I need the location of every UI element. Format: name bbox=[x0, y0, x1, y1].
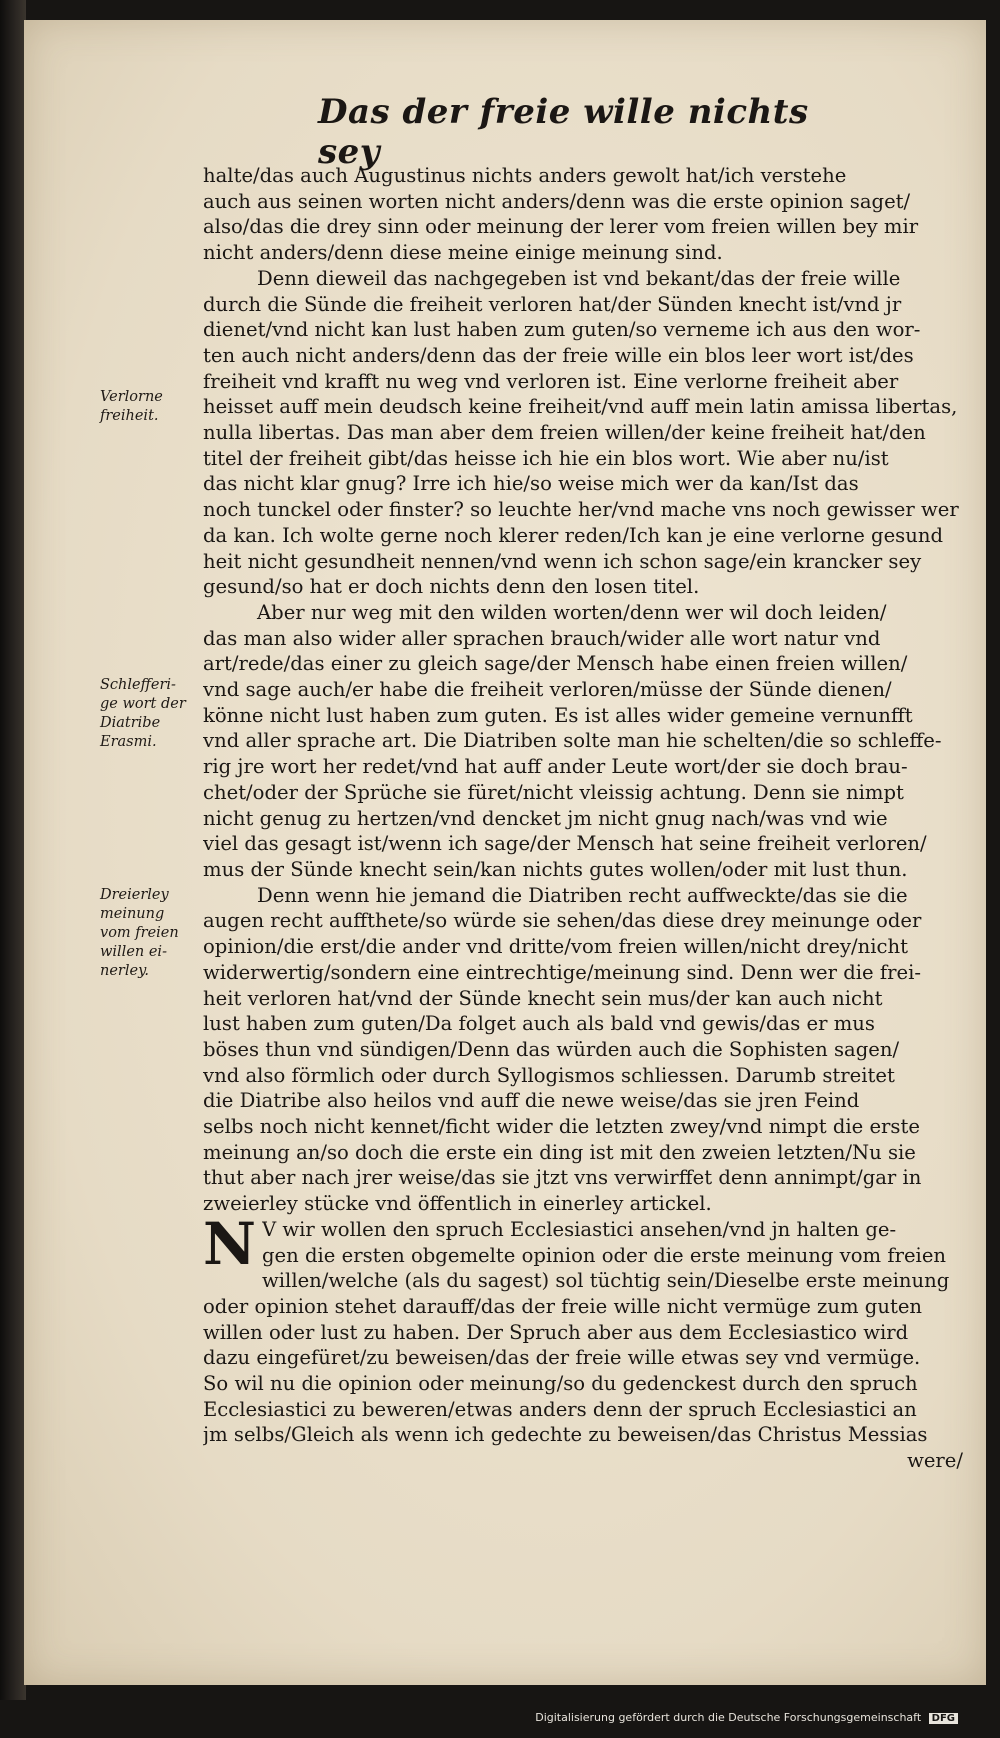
paragraph-5 bbox=[203, 1209, 963, 1474]
text-line: meinung an/so doch die erste ein ding ist mit den zweien letzten/Nu sie bbox=[203, 1140, 916, 1164]
margin-note-line: Schlefferi- bbox=[100, 677, 176, 693]
margin-note-line: willen ei- bbox=[100, 944, 167, 960]
text-line: Ecclesiastici zu beweren/etwas anders denn der spruch Ecclesiastici an bbox=[203, 1397, 917, 1421]
text-line: Denn dieweil das nachgegeben ist vnd bekant/das der freie wille bbox=[257, 266, 901, 290]
text-line: da kan. Ich wolte gerne noch klerer reden/Ich kan je eine verlorne gesund bbox=[203, 523, 944, 547]
text-line: nicht anders/denn diese meine einige meinung sind. bbox=[203, 241, 723, 265]
text-line: art/rede/das einer zu gleich sage/der Mensch habe einen freien willen/ bbox=[203, 652, 908, 676]
dfg-logo: DFG bbox=[929, 1713, 958, 1724]
text-line: dienet/vnd nicht kan lust haben zum guten/so verneme ich aus den wor- bbox=[203, 318, 921, 342]
paragraph-2 bbox=[203, 266, 963, 600]
text-line: titel der freiheit gibt/das heisse ich hie ein blos wort. Wie aber nu/ist bbox=[203, 446, 889, 470]
paragraph-1 bbox=[203, 163, 963, 266]
margin-note-verlorne-freiheit bbox=[100, 388, 200, 426]
text-line: lust haben zum guten/Da folget auch als bald vnd gewis/das er mus bbox=[203, 1012, 875, 1036]
text-line: nicht genug zu hertzen/vnd dencket jm nicht gnug nach/was vnd wie bbox=[203, 806, 888, 830]
text-line: heit verloren hat/vnd der Sünde knecht sein mus/der kan auch nicht bbox=[203, 986, 883, 1010]
margin-note-line: meinung bbox=[100, 906, 165, 922]
text-line: vnd also förmlich oder durch Syllogismos schliessen. Darumb streitet bbox=[203, 1063, 895, 1087]
text-line: halte/das auch Augustinus nichts anders gewolt hat/ich verstehe bbox=[203, 164, 847, 187]
text-line: V wir wollen den spruch Ecclesiastici ansehen/vnd jn halten ge- bbox=[262, 1217, 897, 1241]
text-line: die Diatribe also heilos vnd auff die newe weise/das sie jren Feind bbox=[203, 1089, 860, 1113]
book-spine bbox=[0, 0, 26, 1738]
text-line: dazu eingefüret/zu beweisen/das der freie wille etwas sey vnd vermüge. bbox=[203, 1346, 921, 1370]
text-line: selbs noch nicht kennet/ficht wider die letzten zwey/vnd nimpt die erste bbox=[203, 1115, 920, 1139]
text-line: rig jre wort her redet/vnd hat auff ander Leute wort/der sie doch brau- bbox=[203, 755, 908, 779]
text-line: willen/welche (als du sagest) sol tüchtig sein/Dieselbe erste meinung bbox=[262, 1269, 950, 1293]
text-line: gen die ersten obgemelte opinion oder die erste meinung vom freien bbox=[262, 1243, 947, 1267]
margin-note-line: Diatribe bbox=[100, 715, 161, 731]
text-line: heisset auff mein deudsch keine freiheit/vnd auff mein latin amissa libertas, bbox=[203, 395, 958, 419]
margin-note-line: ge wort der bbox=[100, 696, 186, 712]
text-line: gesund/so hat er doch nichts denn den losen titel. bbox=[203, 575, 700, 599]
paragraph-3 bbox=[203, 600, 963, 883]
text-line: augen recht auffthete/so würde sie sehen/das diese drey meinunge oder bbox=[203, 909, 922, 933]
text-line: oder opinion stehet darauff/das der freie wille nicht vermüge zum guten bbox=[203, 1294, 923, 1318]
text-line: zweierley stücke vnd öffentlich in einerley artickel. bbox=[203, 1192, 712, 1216]
text-line: nulla libertas. Das man aber dem freien willen/der keine freiheit hat/den bbox=[203, 421, 926, 445]
text-line: böses thun vnd sündigen/Denn das würden auch die Sophisten sagen/ bbox=[203, 1037, 900, 1061]
paragraph-4 bbox=[203, 883, 963, 1217]
margin-note-line: Erasmi. bbox=[100, 734, 157, 750]
text-line: thut aber nach jrer weise/das sie jtzt vns verwirffet denn annimpt/gar in bbox=[203, 1166, 922, 1190]
text-line: durch die Sünde die freiheit verloren hat/der Sünden knecht ist/vnd jr bbox=[203, 292, 902, 316]
text-line: mus der Sünde knecht sein/kan nichts gutes wollen/oder mit lust thun. bbox=[203, 857, 908, 881]
text-line: freiheit vnd krafft nu weg vnd verloren ist. Eine verlorne freiheit aber bbox=[203, 369, 899, 393]
text-line: auch aus seinen worten nicht anders/denn was die erste opinion saget/ bbox=[203, 189, 911, 213]
text-line: were/ bbox=[907, 1449, 963, 1473]
margin-note-line: freiheit. bbox=[100, 408, 159, 424]
text-line: vnd aller sprache art. Die Diatriben solte man hie schelten/die so schleffe- bbox=[203, 729, 942, 753]
text-line: jm selbs/Gleich als wenn ich gedechte zu beweisen/das Christus Messias bbox=[203, 1423, 928, 1447]
text-line: Aber nur weg mit den wilden worten/denn wer wil doch leiden/ bbox=[257, 600, 887, 624]
main-text-column bbox=[203, 163, 963, 1474]
margin-note-line: vom freien bbox=[100, 925, 179, 941]
text-line: noch tunckel oder finster? so leuchte her/vnd mache vns noch gewisser wer bbox=[203, 498, 959, 522]
text-line: So wil nu die opinion oder meinung/so du gedenckest durch den spruch bbox=[203, 1372, 918, 1396]
text-line: ten auch nicht anders/denn das der freie wille ein blos leer wort ist/des bbox=[203, 343, 914, 367]
margin-note-schlefferige-wort bbox=[100, 676, 200, 752]
text-line: opinion/die erst/die ander vnd dritte/vom freien willen/nicht drey/nicht bbox=[203, 935, 908, 959]
text-line: Denn wenn hie jemand die Diatriben recht auffweckte/das sie die bbox=[257, 883, 908, 907]
text-line: also/das die drey sinn oder meinung der lerer vom freien willen bey mir bbox=[203, 215, 919, 239]
digitization-credit bbox=[535, 1711, 958, 1724]
text-line: heit nicht gesundheit nennen/vnd wenn ich schon sage/ein krancker sey bbox=[203, 549, 922, 573]
text-line: widerwertig/sondern eine eintrechtige/meinung sind. Denn wer die frei- bbox=[203, 960, 921, 984]
drop-cap: N bbox=[203, 1209, 257, 1278]
text-line: chet/oder der Sprüche sie füret/nicht vleissig achtung. Denn sie nimpt bbox=[203, 780, 904, 804]
margin-note-dreierley-meinung bbox=[100, 886, 200, 981]
text-line: könne nicht lust haben zum guten. Es ist alles wider gemeine vernunfft bbox=[203, 703, 913, 727]
text-line: willen oder lust zu haben. Der Spruch aber aus dem Ecclesiastico wird bbox=[203, 1320, 909, 1344]
text-line: viel das gesagt ist/wenn ich sage/der Mensch hat seine freiheit verloren/ bbox=[203, 832, 927, 856]
running-title: Das der freie wille nichts sey bbox=[318, 92, 809, 172]
text-line: vnd sage auch/er habe die freiheit verloren/müsse der Sünde dienen/ bbox=[203, 678, 892, 702]
margin-note-line: Dreierley bbox=[100, 887, 169, 903]
margin-note-line: Verlorne bbox=[100, 389, 163, 405]
credit-text: Digitalisierung gefördert durch die Deutsche Forschungsgemeinschaft bbox=[535, 1711, 922, 1724]
text-line: das man also wider aller sprachen brauch/wider alle wort natur vnd bbox=[203, 626, 881, 650]
text-line: das nicht klar gnug? Irre ich hie/so weise mich wer da kan/Ist das bbox=[203, 472, 859, 496]
margin-note-line: nerley. bbox=[100, 963, 149, 979]
